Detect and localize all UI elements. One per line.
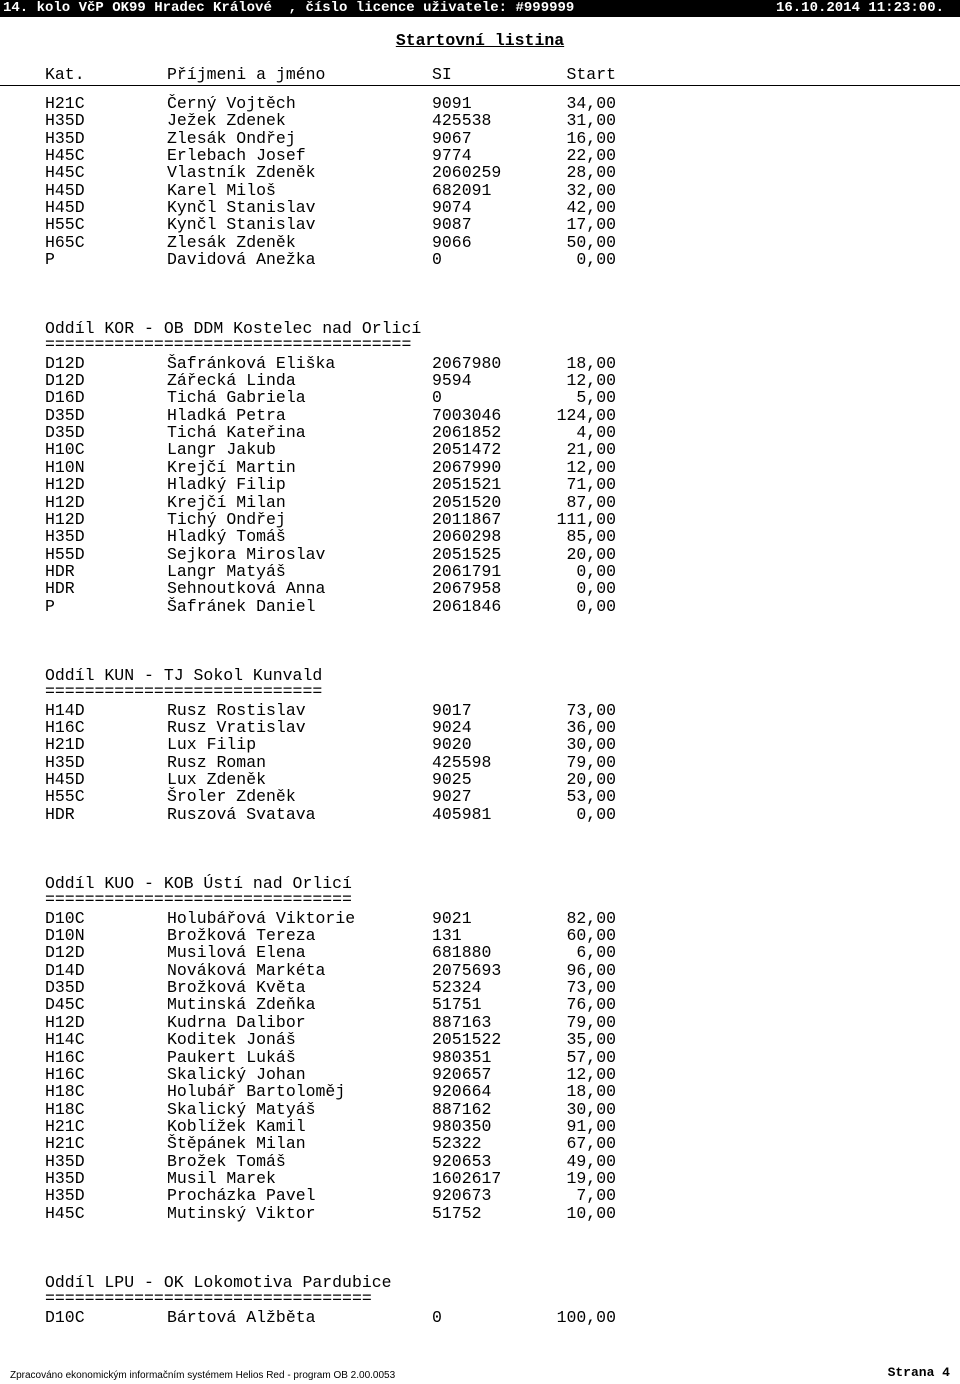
entry-category: H35D — [45, 1151, 85, 1171]
entry-row — [0, 788, 960, 805]
entry-category: H16C — [45, 1064, 85, 1084]
entry-si: 2051520 — [432, 492, 502, 512]
entry-category: H14D — [45, 700, 85, 720]
entry-category: H55C — [45, 787, 85, 807]
entry-row — [0, 234, 960, 251]
entry-row — [0, 95, 960, 112]
entry-category: H21D — [45, 735, 85, 755]
entry-start: 28,00 — [566, 163, 616, 183]
header-bar — [0, 0, 960, 17]
entry-category: D10N — [45, 926, 85, 946]
entry-start: 111,00 — [556, 509, 616, 529]
entry-start: 17,00 — [566, 215, 616, 235]
entry-si: 920673 — [432, 1186, 492, 1206]
entry-name: Musil Marek — [167, 1168, 276, 1188]
entry-si: 9066 — [432, 232, 472, 252]
entry-start: 32,00 — [566, 180, 616, 200]
entry-name: Musilová Elena — [167, 943, 306, 963]
entry-name: Karel Miloš — [167, 180, 276, 200]
entry-category: D14D — [45, 960, 85, 980]
entry-name: Černý Vojtěch — [167, 94, 296, 113]
entry-row — [0, 164, 960, 181]
entry-row — [0, 459, 960, 476]
entry-row — [0, 979, 960, 996]
entry-name: Tichý Ondřej — [167, 509, 286, 529]
entry-name: Mutinská Zdeňka — [167, 995, 316, 1015]
entry-row — [0, 1031, 960, 1048]
entry-start: 35,00 — [566, 1030, 616, 1050]
entry-si: 2051521 — [432, 475, 502, 495]
entry-name: Zářecká Linda — [167, 371, 296, 391]
club-title-underline-text: =============================== — [45, 890, 352, 910]
entry-name: Koblížek Kamil — [167, 1116, 306, 1136]
entry-name: Krejčí Martin — [167, 457, 296, 477]
entry-start: 18,00 — [566, 353, 616, 373]
entry-row — [0, 1118, 960, 1135]
entry-category: D35D — [45, 423, 85, 443]
entry-si: 9594 — [432, 371, 472, 391]
entry-start: 31,00 — [566, 111, 616, 131]
entry-name: Langr Jakub — [167, 440, 276, 460]
entry-name: Vlastník Zdeněk — [167, 163, 316, 183]
entry-start: 34,00 — [566, 94, 616, 113]
entry-category: H10N — [45, 457, 85, 477]
entry-si: 980350 — [432, 1116, 492, 1136]
entry-start: 19,00 — [566, 1168, 616, 1188]
entry-category: H14C — [45, 1030, 85, 1050]
entry-start: 12,00 — [566, 457, 616, 477]
entry-si: 681880 — [432, 943, 492, 963]
entry-si: 9091 — [432, 94, 472, 113]
column-header-start: Start — [566, 65, 616, 84]
entry-name: Skalický Johan — [167, 1064, 306, 1084]
entry-name: Bártová Alžběta — [167, 1307, 316, 1327]
entry-name: Šafránek Daniel — [167, 596, 316, 616]
entry-start: 36,00 — [566, 718, 616, 738]
entry-name: Sehnoutková Anna — [167, 579, 326, 599]
entry-row — [0, 182, 960, 199]
event-title: 14. kolo VčP OK99 Hradec Králové , číslo licence uživatele: #999999 — [3, 0, 575, 16]
entry-row — [0, 580, 960, 597]
entry-si: 51751 — [432, 995, 482, 1015]
entry-name: Holubářová Viktorie — [167, 908, 356, 928]
entry-si: 9067 — [432, 128, 472, 148]
entry-category: H35D — [45, 1186, 85, 1206]
entry-category: H55C — [45, 215, 85, 235]
entry-start: 57,00 — [566, 1047, 616, 1067]
entry-si: 2067958 — [432, 579, 502, 599]
entry-category: HDR — [45, 561, 75, 581]
club-title-underline-text: ============================ — [45, 682, 323, 702]
entry-name: Rusz Rostislav — [167, 700, 306, 720]
entry-name: Mutinský Viktor — [167, 1203, 316, 1223]
entry-name: Hladký Filip — [167, 475, 286, 495]
entry-si: 2067990 — [432, 457, 502, 477]
entry-si: 2060298 — [432, 527, 502, 547]
entry-row — [0, 719, 960, 736]
entry-name: Tichá Gabriela — [167, 388, 306, 408]
entry-category: H65C — [45, 232, 85, 252]
entry-row — [0, 251, 960, 268]
entry-row — [0, 598, 960, 615]
entry-name: Langr Matyáš — [167, 561, 286, 581]
entry-start: 5,00 — [576, 388, 616, 408]
entry-row — [0, 754, 960, 771]
entry-category: D10C — [45, 1307, 85, 1327]
entry-start: 60,00 — [566, 926, 616, 946]
entry-name: Kynčl Stanislav — [167, 215, 316, 235]
entry-category: D45C — [45, 995, 85, 1015]
entry-row — [0, 996, 960, 1013]
entry-si: 2051525 — [432, 544, 502, 564]
entry-category: HDR — [45, 579, 75, 599]
column-header-category: Kat. — [45, 65, 85, 84]
page-number: Strana 4 — [887, 1365, 950, 1380]
entry-start: 30,00 — [566, 735, 616, 755]
entry-category: H45D — [45, 770, 85, 790]
entry-start: 0,00 — [576, 579, 616, 599]
entry-row — [0, 1205, 960, 1222]
entry-row — [0, 1309, 960, 1326]
entry-row — [0, 147, 960, 164]
entry-category: H21C — [45, 1116, 85, 1136]
entry-name: Davidová Anežka — [167, 250, 316, 270]
entry-row — [0, 1153, 960, 1170]
entry-start: 73,00 — [566, 700, 616, 720]
entry-category: H55D — [45, 544, 85, 564]
entry-category: D12D — [45, 371, 85, 391]
entry-row — [0, 910, 960, 927]
entry-name: Krejčí Milan — [167, 492, 286, 512]
entry-si: 405981 — [432, 804, 492, 824]
entry-start: 53,00 — [566, 787, 616, 807]
entry-si: 920653 — [432, 1151, 492, 1171]
entry-si: 2051472 — [432, 440, 502, 460]
entry-start: 20,00 — [566, 544, 616, 564]
entry-si: 2061791 — [432, 561, 502, 581]
entry-start: 18,00 — [566, 1082, 616, 1102]
entry-start: 50,00 — [566, 232, 616, 252]
column-header-row — [0, 66, 960, 83]
entry-si: 7003046 — [432, 405, 502, 425]
entry-category: H12D — [45, 492, 85, 512]
entry-row — [0, 476, 960, 493]
entry-category: H21C — [45, 1134, 85, 1154]
entry-name: Zlesák Zdeněk — [167, 232, 296, 252]
entry-start: 16,00 — [566, 128, 616, 148]
entry-start: 0,00 — [576, 596, 616, 616]
entry-start: 79,00 — [566, 1012, 616, 1032]
entry-name: Skalický Matyáš — [167, 1099, 316, 1119]
entry-name: Zlesák Ondřej — [167, 128, 296, 148]
entry-name: Tichá Kateřina — [167, 423, 306, 443]
club-title-underline — [0, 683, 960, 700]
entry-start: 76,00 — [566, 995, 616, 1015]
entry-start: 73,00 — [566, 978, 616, 998]
entry-category: D12D — [45, 353, 85, 373]
entry-row — [0, 528, 960, 545]
entry-row — [0, 944, 960, 961]
entry-category: D16D — [45, 388, 85, 408]
entry-row — [0, 1135, 960, 1152]
entry-name: Holubář Bartoloměj — [167, 1082, 346, 1102]
entry-si: 51752 — [432, 1203, 482, 1223]
entry-start: 7,00 — [576, 1186, 616, 1206]
column-header-name: Příjmeni a jméno — [167, 65, 326, 84]
entry-si: 0 — [432, 388, 442, 408]
entry-si: 52322 — [432, 1134, 482, 1154]
entry-name: Brožková Tereza — [167, 926, 316, 946]
entry-start: 30,00 — [566, 1099, 616, 1119]
club-title-underline — [0, 1290, 960, 1307]
entry-start: 21,00 — [566, 440, 616, 460]
entry-start: 22,00 — [566, 146, 616, 166]
entry-si: 9087 — [432, 215, 472, 235]
entry-row — [0, 771, 960, 788]
club-title-underline — [0, 891, 960, 908]
entry-si: 425598 — [432, 752, 492, 772]
entry-start: 85,00 — [566, 527, 616, 547]
club-title-text: Oddíl KUO - KOB Ústí nad Orlicí — [45, 874, 352, 893]
entry-category: H35D — [45, 752, 85, 772]
entry-start: 71,00 — [566, 475, 616, 495]
entry-start: 12,00 — [566, 371, 616, 391]
club-title-underline-text: ===================================== — [45, 335, 412, 355]
entry-category: H45C — [45, 163, 85, 183]
entry-name: Nováková Markéta — [167, 960, 326, 980]
entry-category: H12D — [45, 1012, 85, 1032]
entry-category: H35D — [45, 1168, 85, 1188]
header-rule — [0, 85, 960, 88]
entry-row — [0, 563, 960, 580]
entry-si: 0 — [432, 1307, 442, 1327]
entry-si: 2011867 — [432, 509, 502, 529]
entry-row — [0, 962, 960, 979]
entry-si: 2061846 — [432, 596, 502, 616]
entry-category: D12D — [45, 943, 85, 963]
entry-start: 20,00 — [566, 770, 616, 790]
entry-si: 9025 — [432, 770, 472, 790]
entry-category: H12D — [45, 475, 85, 495]
entry-row — [0, 927, 960, 944]
entry-row — [0, 355, 960, 372]
entry-si: 2067980 — [432, 353, 502, 373]
entry-si: 425538 — [432, 111, 492, 131]
entry-si: 9074 — [432, 198, 472, 218]
entry-name: Kudrna Dalibor — [167, 1012, 306, 1032]
entry-category: D35D — [45, 978, 85, 998]
entry-si: 2060259 — [432, 163, 502, 183]
entry-row — [0, 199, 960, 216]
page-title: Startovní listina — [395, 31, 565, 50]
entry-row — [0, 372, 960, 389]
entry-si: 920657 — [432, 1064, 492, 1084]
entry-si: 9020 — [432, 735, 472, 755]
entry-row — [0, 407, 960, 424]
entry-category: H18C — [45, 1099, 85, 1119]
entry-name: Rusz Roman — [167, 752, 267, 772]
entry-start: 67,00 — [566, 1134, 616, 1154]
entry-row — [0, 546, 960, 563]
entry-row — [0, 1187, 960, 1204]
entry-si: 0 — [432, 250, 442, 270]
entry-si: 920664 — [432, 1082, 492, 1102]
club-title-underline — [0, 336, 960, 353]
entry-si: 9024 — [432, 718, 472, 738]
entry-si: 9017 — [432, 700, 472, 720]
entry-category: H45D — [45, 180, 85, 200]
entry-name: Erlebach Josef — [167, 146, 306, 166]
entry-category: H21C — [45, 94, 85, 113]
entry-category: H16C — [45, 1047, 85, 1067]
entry-si: 131 — [432, 926, 462, 946]
entry-start: 4,00 — [576, 423, 616, 443]
entry-start: 0,00 — [576, 250, 616, 270]
entry-name: Šroler Zdeněk — [167, 787, 296, 807]
entry-start: 91,00 — [566, 1116, 616, 1136]
print-datetime: 16.10.2014 11:23:00. — [775, 0, 944, 16]
entry-start: 0,00 — [576, 804, 616, 824]
entry-name: Štěpánek Milan — [167, 1134, 306, 1154]
entry-name: Hladká Petra — [167, 405, 286, 425]
entry-category: D35D — [45, 405, 85, 425]
entry-start: 82,00 — [566, 908, 616, 928]
entry-start: 79,00 — [566, 752, 616, 772]
entry-name: Procházka Pavel — [167, 1186, 316, 1206]
entry-name: Brožková Květa — [167, 978, 306, 998]
entry-row — [0, 1014, 960, 1031]
entry-name: Koditek Jonáš — [167, 1030, 296, 1050]
entry-category: H35D — [45, 111, 85, 131]
entry-category: P — [45, 596, 55, 616]
entry-category: HDR — [45, 804, 75, 824]
entry-name: Sejkora Miroslav — [167, 544, 326, 564]
entry-name: Ježek Zdenek — [167, 111, 286, 131]
entry-si: 2061852 — [432, 423, 502, 443]
entry-start: 87,00 — [566, 492, 616, 512]
entry-name: Kynčl Stanislav — [167, 198, 316, 218]
entry-start: 42,00 — [566, 198, 616, 218]
club-title-text: Oddíl KUN - TJ Sokol Kunvald — [45, 666, 323, 685]
entry-row — [0, 1066, 960, 1083]
entry-name: Brožek Tomáš — [167, 1151, 286, 1171]
entry-start: 12,00 — [566, 1064, 616, 1084]
entry-category: H12D — [45, 509, 85, 529]
entry-row — [0, 1101, 960, 1118]
entry-name: Hladký Tomáš — [167, 527, 286, 547]
entry-name: Rusz Vratislav — [167, 718, 306, 738]
entry-si: 52324 — [432, 978, 482, 998]
entry-si: 9027 — [432, 787, 472, 807]
entry-row — [0, 441, 960, 458]
entry-row — [0, 806, 960, 823]
entry-start: 49,00 — [566, 1151, 616, 1171]
entry-category: H45D — [45, 198, 85, 218]
entry-row — [0, 1170, 960, 1187]
club-title-text: Oddíl LPU - OK Lokomotiva Pardubice — [45, 1273, 392, 1292]
entry-row — [0, 130, 960, 147]
entry-name: Lux Filip — [167, 735, 257, 755]
entry-row — [0, 112, 960, 129]
entry-row — [0, 389, 960, 406]
entry-si: 887162 — [432, 1099, 492, 1119]
entry-row — [0, 511, 960, 528]
entry-start: 10,00 — [566, 1203, 616, 1223]
entry-row — [0, 702, 960, 719]
entry-start: 124,00 — [556, 405, 616, 425]
entry-row — [0, 424, 960, 441]
entry-row — [0, 1083, 960, 1100]
entry-category: H45C — [45, 146, 85, 166]
entry-start: 96,00 — [566, 960, 616, 980]
entry-name: Ruszová Svatava — [167, 804, 316, 824]
entry-name: Lux Zdeněk — [167, 770, 267, 790]
entry-category: H35D — [45, 527, 85, 547]
entry-name: Paukert Lukáš — [167, 1047, 296, 1067]
entry-si: 2051522 — [432, 1030, 502, 1050]
entry-si: 9774 — [432, 146, 472, 166]
entry-start: 6,00 — [576, 943, 616, 963]
entry-si: 980351 — [432, 1047, 492, 1067]
footer-software-note: Zpracováno ekonomickým informačním systémem Helios Red - program OB 2.00.0053 — [10, 1370, 396, 1381]
entry-row — [0, 736, 960, 753]
entry-start: 100,00 — [556, 1307, 616, 1327]
entry-row — [0, 216, 960, 233]
entry-category: P — [45, 250, 55, 270]
entry-si: 1602617 — [432, 1168, 502, 1188]
entry-category: H35D — [45, 128, 85, 148]
entry-si: 887163 — [432, 1012, 492, 1032]
club-title-text: Oddíl KOR - OB DDM Kostelec nad Orlicí — [45, 319, 422, 338]
entry-start: 0,00 — [576, 561, 616, 581]
entry-row — [0, 494, 960, 511]
club-title-underline-text: ================================= — [45, 1289, 372, 1309]
entry-category: H18C — [45, 1082, 85, 1102]
entry-category: H45C — [45, 1203, 85, 1223]
entry-row — [0, 1049, 960, 1066]
entry-si: 682091 — [432, 180, 492, 200]
entry-si: 2075693 — [432, 960, 502, 980]
entry-category: H16C — [45, 718, 85, 738]
column-header-si: SI — [432, 65, 452, 84]
entry-category: D10C — [45, 908, 85, 928]
entry-category: H10C — [45, 440, 85, 460]
entry-si: 9021 — [432, 908, 472, 928]
entry-name: Šafránková Eliška — [167, 353, 336, 373]
